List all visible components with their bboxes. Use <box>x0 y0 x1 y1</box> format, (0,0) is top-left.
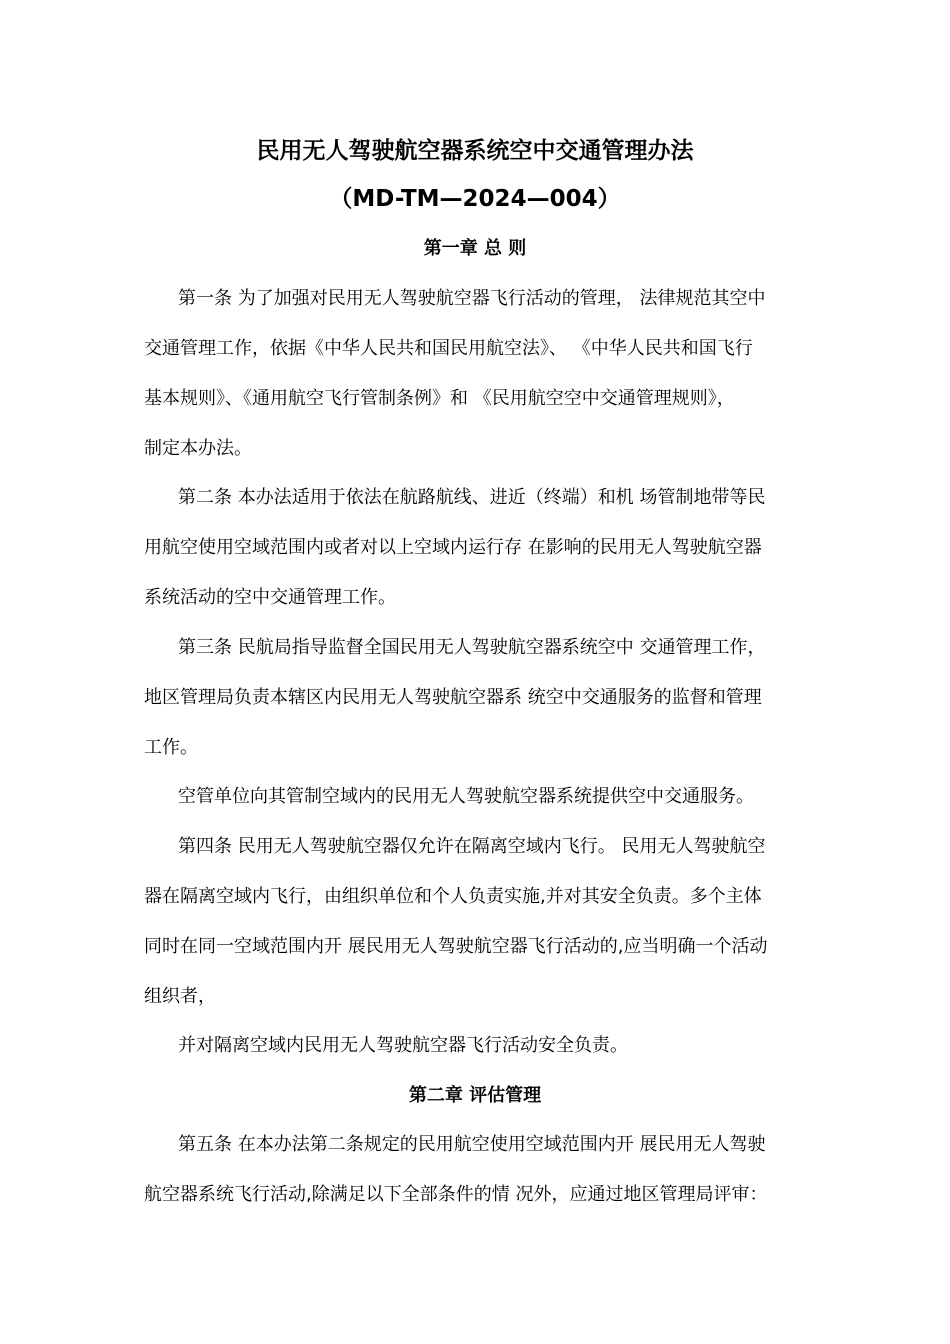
article-3-paragraph-2 <box>144 772 808 822</box>
article-4-p2-line: 并对隔离空域内民用无人驾驶航空器飞行活动安全负责。 <box>178 1035 628 1056</box>
article-2-line: 系统活动的空中交通管理工作。 <box>144 587 396 608</box>
article-1-line: 第一条 为了加强对民用无人驾驶航空器飞行活动的管理， 法律规范其空中 <box>178 288 766 309</box>
article-4-line: 同时在同一空域范围内开 展民用无人驾驶航空器飞行活动的,应当明确一个活动 <box>144 936 768 957</box>
article-3-line: 第三条 民航局指导监督全国民用无人驾驶航空器系统空中 交通管理工作， <box>178 637 766 658</box>
article-3-p2-line: 空管单位向其管制空域内的民用无人驾驶航空器系统提供空中交通服务。 <box>178 786 754 807</box>
document-code: （MD-TM—2024—004） <box>329 186 621 212</box>
chapter-1-heading: 第一章 总 则 <box>423 238 527 259</box>
article-1-line: 交通管理工作，依据《中华人民共和国民用航空法》、 《中华人民共和国飞行 <box>144 338 753 359</box>
article-1 <box>144 274 808 474</box>
chapter-2-heading: 第二章 评估管理 <box>408 1085 542 1106</box>
document-title: 民用无人驾驶航空器系统空中交通管理办法 <box>256 138 694 164</box>
article-2-line: 第二条 本办法适用于依法在航路航线、进近（终端）和机 场管制地带等民 <box>178 487 766 508</box>
article-1-line: 基本规则》、《通用航空飞行管制条例》和 《民用航空空中交通管理规则》， <box>144 388 735 409</box>
article-5-line: 第五条 在本办法第二条规定的民用航空使用空域范围内开 展民用无人驾驶 <box>178 1134 766 1155</box>
article-5-line: 航空器系统飞行活动,除满足以下全部条件的情 况外，应通过地区管理局评审： <box>144 1184 768 1205</box>
article-4 <box>144 822 808 1022</box>
article-4-line: 第四条 民用无人驾驶航空器仅允许在隔离空域内飞行。 民用无人驾驶航空 <box>178 836 766 857</box>
article-5 <box>144 1120 808 1220</box>
article-2 <box>144 473 808 623</box>
article-1-line: 制定本办法。 <box>144 438 252 459</box>
article-4-line: 组织者， <box>144 986 216 1007</box>
article-4-line: 器在隔离空域内飞行，由组织单位和个人负责实施,并对其安全负责。多个主体 <box>144 886 762 907</box>
article-3-line: 地区管理局负责本辖区内民用无人驾驶航空器系 统空中交通服务的监督和管理 <box>144 687 762 708</box>
article-3-line: 工作。 <box>144 737 198 758</box>
article-4-paragraph-2 <box>144 1021 808 1071</box>
article-2-line: 用航空使用空域范围内或者对以上空域内运行存 在影响的民用无人驾驶航空器 <box>144 537 762 558</box>
article-3 <box>144 623 808 773</box>
